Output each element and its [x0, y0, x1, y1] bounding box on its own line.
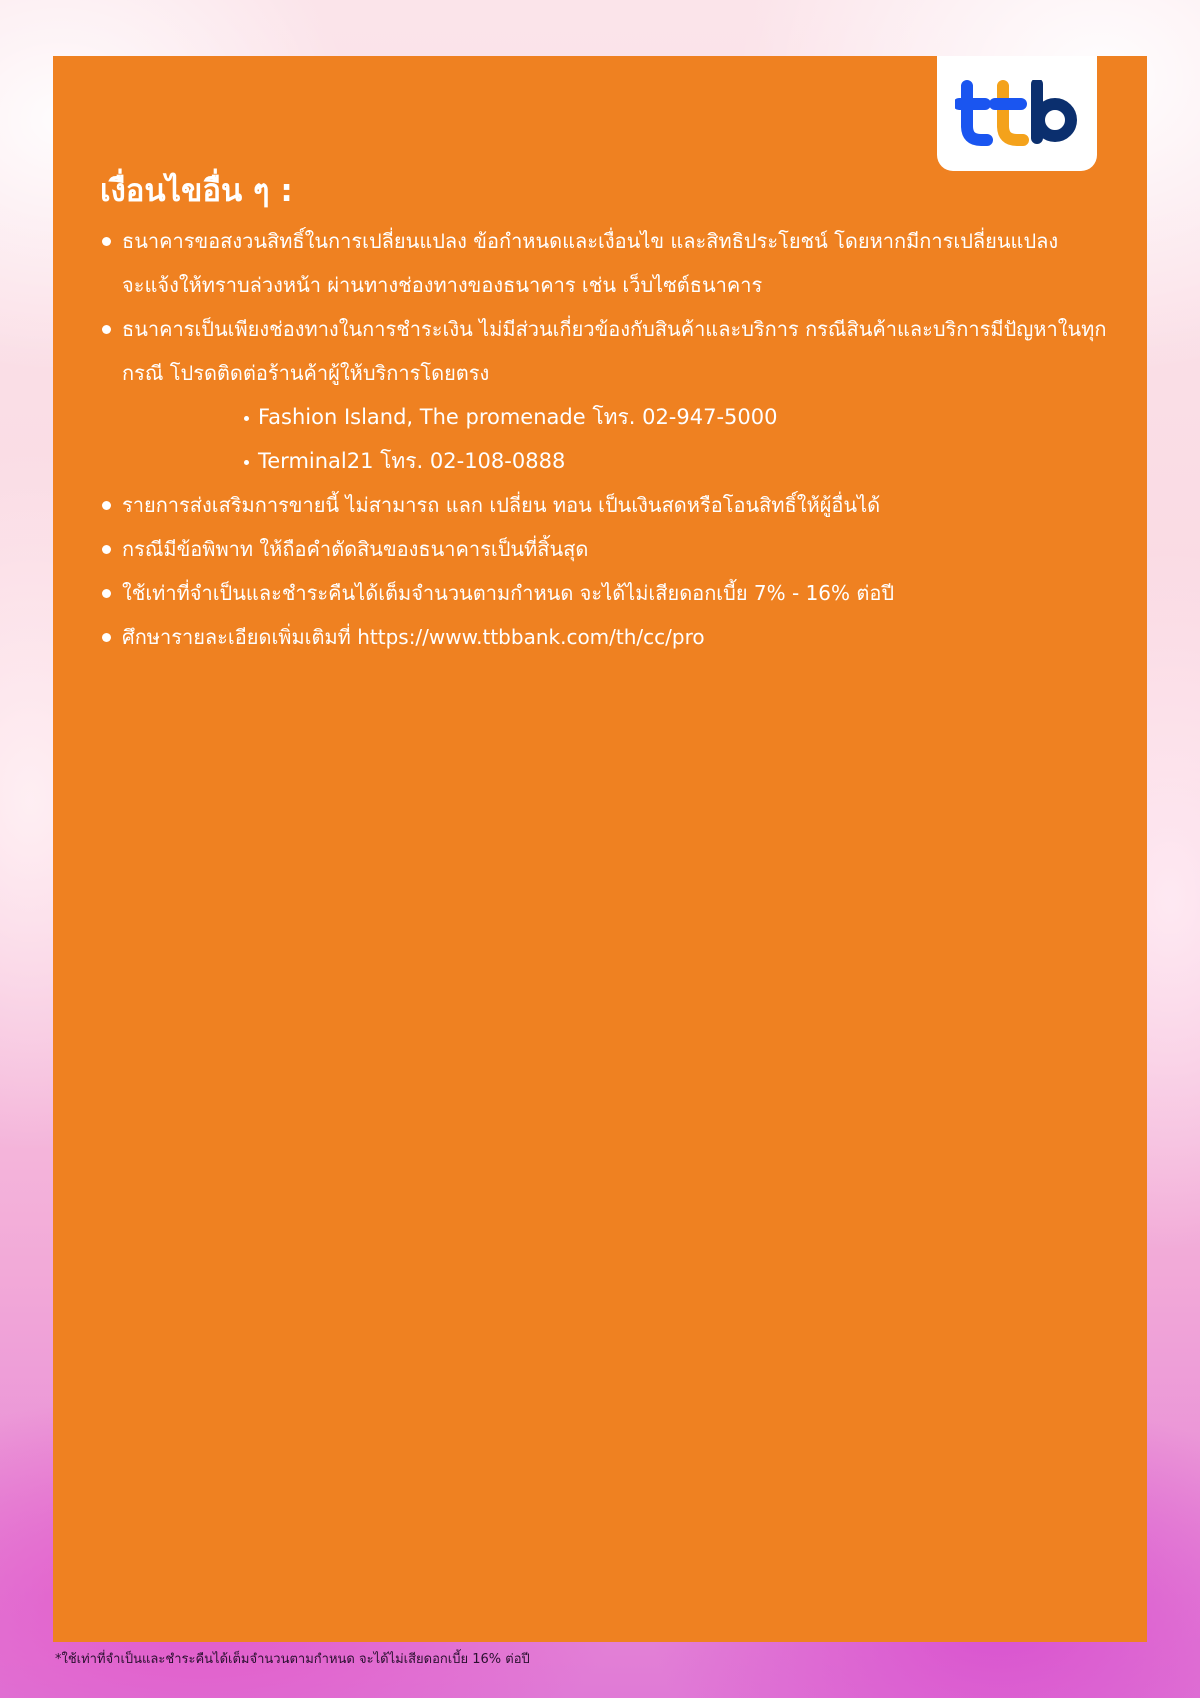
bullet-icon — [102, 237, 111, 246]
bullet-icon — [102, 633, 111, 642]
bullet-icon — [102, 545, 111, 554]
condition-item — [100, 527, 1110, 571]
conditions-content — [100, 169, 1110, 659]
sub-bullet-icon — [244, 416, 249, 421]
condition-item — [100, 219, 1110, 307]
orange-panel — [53, 56, 1147, 1642]
contact-list — [122, 395, 1110, 483]
condition-item — [100, 483, 1110, 527]
footnote: *ใช้เท่าที่จำเป็นและชำระคืนได้เต็มจำนวนตามกำหนด จะได้ไม่เสียดอกเบี้ย 16% ต่อปี — [55, 1652, 530, 1667]
condition-item — [100, 307, 1110, 483]
ttb-logo-card — [937, 56, 1097, 171]
condition-text: ใช้เท่าที่จำเป็นและชำระคืนได้เต็มจำนวนตามกำหนด จะได้ไม่เสียดอกเบี้ย 7% - 16% ต่อปี — [122, 581, 895, 605]
condition-text: ธนาคารขอสงวนสิทธิ์ในการเปลี่ยนแปลง ข้อกำหนดและเงื่อนไข และสิทธิประโยชน์ โดยหากมีการเปลี่ยนแปลง จะแจ้งให้ทราบล่วงหน้า ผ่านทางช่องทางของธนาคาร เช่น เว็บไซต์ธนาคาร — [122, 229, 1059, 297]
condition-text: ศึกษารายละเอียดเพิ่มเติมที่ https://www.ttbbank.com/th/cc/pro — [122, 625, 705, 649]
condition-text: ธนาคารเป็นเพียงช่องทางในการชำระเงิน ไม่มีส่วนเกี่ยวข้องกับสินค้าและบริการ กรณีสินค้าและบริการมีปัญหาในทุกกรณี โปรดติดต่อร้านค้าผู้ให้บริการโดยตรง — [122, 317, 1107, 385]
contact-item — [242, 439, 1110, 483]
conditions-list — [100, 219, 1110, 659]
bullet-icon — [102, 589, 111, 598]
condition-item — [100, 571, 1110, 615]
contact-item — [242, 395, 1110, 439]
condition-item — [100, 615, 1110, 659]
ttb-logo — [955, 80, 1079, 146]
condition-text: กรณีมีข้อพิพาท ให้ถือคำตัดสินของธนาคารเป็นที่สิ้นสุด — [122, 537, 589, 561]
contact-text: Fashion Island, The promenade โทร. 02-947-5000 — [258, 405, 778, 429]
conditions-heading: เงื่อนไขอื่น ๆ : — [100, 173, 293, 209]
sub-bullet-icon — [244, 460, 249, 465]
condition-text: รายการส่งเสริมการขายนี้ ไม่สามารถ แลก เปลี่ยน ทอน เป็นเงินสดหรือโอนสิทธิ์ให้ผู้อื่นได้ — [122, 493, 881, 517]
bullet-icon — [102, 325, 111, 334]
bullet-icon — [102, 501, 111, 510]
ttb-logo-t2 — [1003, 86, 1023, 140]
ttb-logo-t1 — [967, 86, 987, 140]
contact-text: Terminal21 โทร. 02-108-0888 — [258, 449, 566, 473]
